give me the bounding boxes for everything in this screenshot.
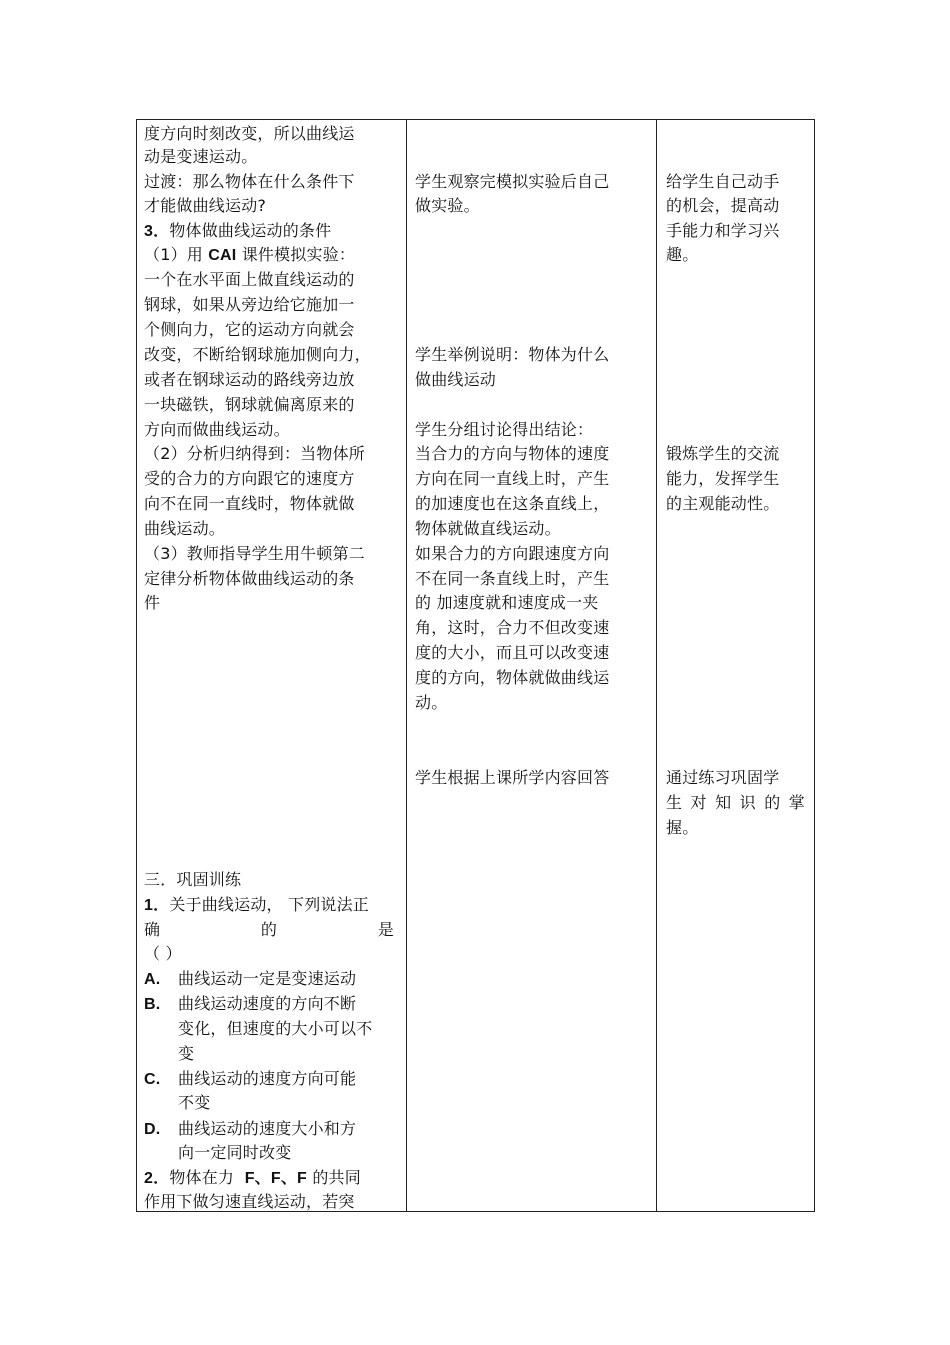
text-line: 生 对 知 识 的 掌 [666, 793, 805, 812]
text-line: 角，这时，合力不但改变速 [415, 618, 610, 637]
section-heading: 3．物体做曲线运动的条件 [144, 221, 332, 240]
text-line: 握。 [666, 818, 699, 837]
text-line: 钢球，如果从旁边给它施加一 [144, 295, 355, 314]
question-1: 1．关于曲线运动， 下列说法正 [144, 895, 369, 914]
option-label: B. [144, 996, 161, 1013]
text-line: 方向在同一直线上时，产生 [415, 469, 610, 488]
text-line: 才能做曲线运动? [144, 196, 267, 215]
text-line: 给学生自己动手 [666, 172, 780, 191]
text-line: 做实验。 [415, 196, 480, 215]
text-line: （3）教师指导学生用牛顿第二 [144, 544, 365, 563]
option-c: C. 曲线运动的速度方向可能 [144, 1066, 356, 1092]
text-line: 手能力和学习兴 [666, 221, 780, 240]
option-label: C. [144, 1071, 161, 1088]
text-line: 学生根据上课所学内容回答 [415, 768, 610, 787]
text-line: 过渡：那么物体在什么条件下 [144, 172, 355, 191]
text-line: 一个在水平面上做直线运动的 [144, 270, 355, 289]
text-line: 方向而做曲线运动。 [144, 420, 290, 439]
answer-blank: （ ） [144, 944, 182, 963]
text-line: 一块磁铁，钢球就偏离原来的 [144, 395, 355, 414]
section-number: 3． [144, 223, 170, 240]
lesson-plan-table [136, 119, 815, 1212]
text-line: 的 加速度就和速度成一夹 [415, 593, 599, 612]
text-line: 度方向时刻改变，所以曲线运 [144, 124, 355, 143]
text-line: 做曲线运动 [415, 370, 497, 389]
force-symbols: F、F、F [244, 1170, 308, 1187]
text-line: 个侧向力，它的运动方向就会 [144, 320, 355, 339]
item-number: （1） [144, 245, 187, 264]
option-b-continued: 变化，但速度的大小可以不 [178, 1019, 373, 1038]
text-line: 如果合力的方向跟速度方向 [415, 544, 610, 563]
text-line: 通过练习巩固学 [666, 768, 780, 787]
cai-label: CAI [208, 247, 237, 264]
option-b-continued: 变 [178, 1044, 195, 1063]
option-label: A. [144, 971, 161, 988]
text-line: 能力，发挥学生 [666, 469, 780, 488]
text-line: 受的合力的方向跟它的速度方 [144, 469, 355, 488]
text-line: （2）分析归纳得到：当物体所 [144, 444, 365, 463]
text-line: 锻炼学生的交流 [666, 444, 780, 463]
question-number: 1． [144, 897, 170, 914]
text-line: 件 [144, 593, 161, 612]
option-c-continued: 不变 [178, 1093, 211, 1112]
text-line: 不在同一条直线上时，产生 [415, 569, 610, 588]
text-line: 当合力的方向与物体的速度 [415, 444, 610, 463]
option-a: A. 曲线运动一定是变速运动 [144, 966, 356, 992]
text-line: 趣。 [666, 245, 699, 264]
text-line: 曲线运动。 [144, 519, 226, 538]
text-line: 度的大小，而且可以改变速 [415, 643, 610, 662]
question-2: 2．物体在力 F、F、F 的共同 [144, 1168, 361, 1187]
text-line: 定律分析物体做曲线运动的条 [144, 569, 355, 588]
item-number: （3） [144, 544, 187, 563]
text-line: 或者在钢球运动的路线旁边放 [144, 370, 355, 389]
question-number: 2． [144, 1170, 170, 1187]
text-line: 的主观能动性。 [666, 494, 780, 513]
option-d-continued: 向一定同时改变 [178, 1143, 292, 1162]
option-label: D. [144, 1121, 161, 1138]
column-divider [406, 120, 407, 1211]
text-line: 学生观察完模拟实验后自己 [415, 172, 610, 191]
text-line: 动。 [415, 693, 448, 712]
item-number: （2） [144, 444, 187, 463]
option-b: B. 曲线运动速度的方向不断 [144, 991, 356, 1017]
column-divider [656, 120, 657, 1211]
option-d: D. 曲线运动的速度大小和方 [144, 1116, 356, 1142]
text-line: 向不在同一直线时，物体就做 [144, 494, 355, 513]
text-line: 度的方向，物体就做曲线运 [415, 668, 610, 687]
question-1-continued: 确 的 是 [144, 920, 394, 939]
text-line: 作用下做匀速直线运动，若突 [144, 1192, 355, 1211]
text-line: 的加速度也在这条直线上， [415, 494, 610, 513]
section-title: 三．巩固训练 [144, 870, 242, 889]
text-line: 动是变速运动。 [144, 147, 258, 166]
text-line: 学生分组讨论得出结论： [415, 420, 594, 439]
text-line: 学生举例说明：物体为什么 [415, 345, 610, 364]
text-line: 改变，不断给钢球施加侧向力， [144, 345, 371, 364]
text-line: （1）用 CAI 课件模拟实验： [144, 245, 356, 264]
text-line: 物体就做直线运动。 [415, 519, 561, 538]
text-line: 的机会，提高动 [666, 196, 780, 215]
